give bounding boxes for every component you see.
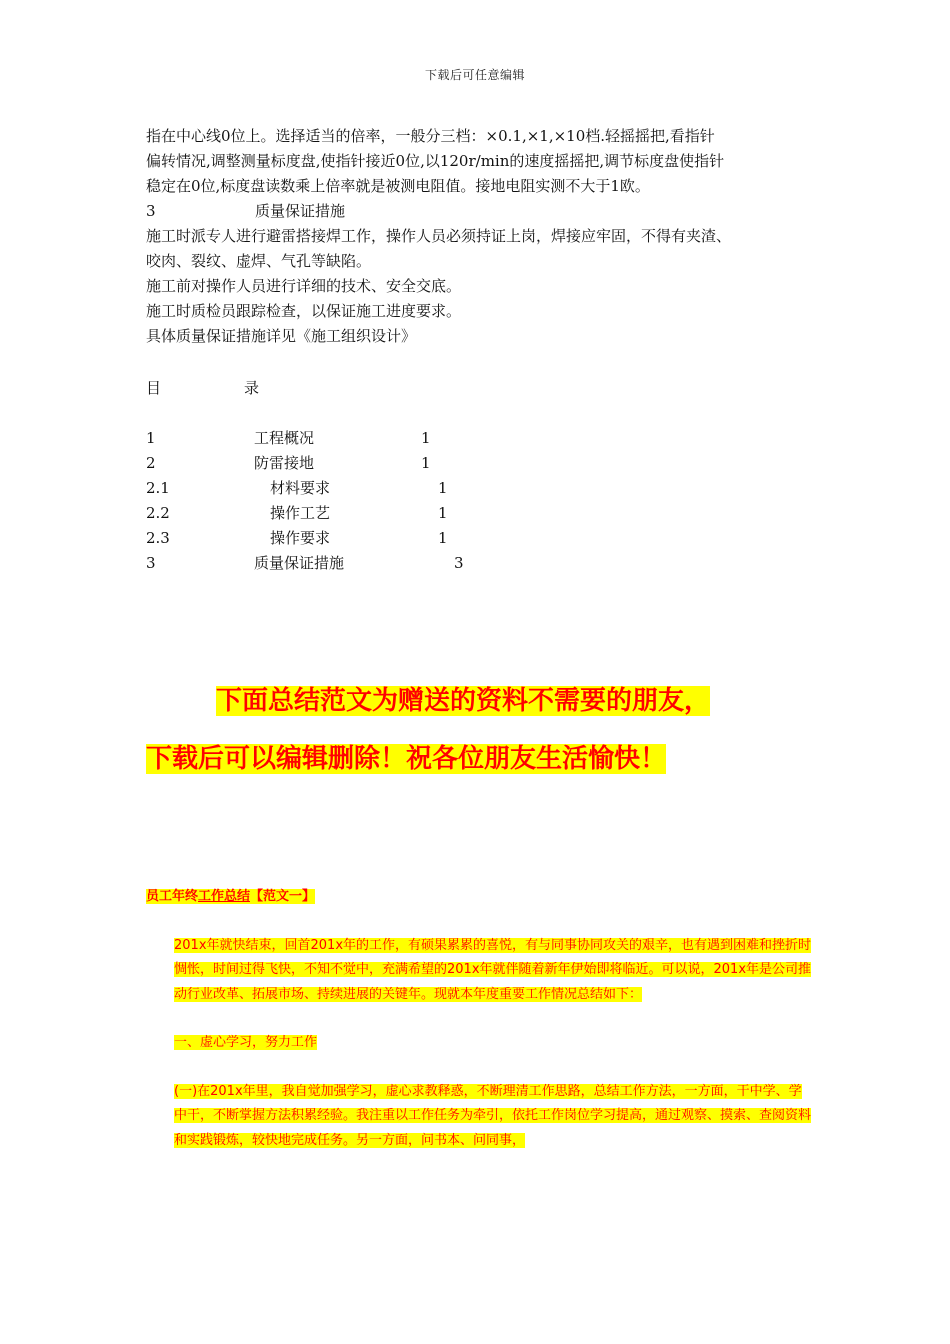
body-line: 施工时派专人进行避雷搭接焊工作，操作人员必须持证上岗，焊接应牢固，不得有夹渣、	[146, 227, 732, 245]
body-line: 施工前对操作人员进行详细的技术、安全交底。	[146, 277, 462, 295]
toc-page: 3	[454, 554, 464, 572]
body-line: 偏转情况,调整测量标度盘,使指针接近0位,以120r/min的速度摇摇把,调节标度盘使指针	[146, 152, 725, 170]
toc-number: 3	[146, 554, 156, 572]
toc-page: 1	[438, 479, 448, 497]
toc-page: 1	[421, 429, 431, 447]
body-line: 稳定在0位,标度盘读数乘上倍率就是被测电阻值。接地电阻实测不大于1欧。	[146, 177, 650, 195]
heading-text: 一、虚心学习，努力工作	[174, 1035, 318, 1050]
toc-row[interactable]	[146, 526, 546, 551]
toc-page: 1	[421, 454, 431, 472]
title-prefix: 员工年终	[146, 889, 199, 904]
essay-title	[146, 885, 811, 910]
toc-title-text: 操作要求	[270, 529, 331, 547]
toc-page: 1	[438, 504, 448, 522]
toc-title-text: 工程概况	[254, 429, 315, 447]
section-number: 3	[146, 202, 156, 220]
essay-paragraph	[146, 1080, 811, 1154]
sample-essay	[146, 885, 811, 1153]
toc-title-char: 目	[146, 379, 162, 397]
toc-title-char: 录	[244, 379, 260, 397]
essay-paragraph	[146, 934, 811, 1008]
toc-row[interactable]	[146, 451, 546, 476]
paragraph-text: 201x年就快结束，回首201x年的工作，有硕果累累的喜悦，有与同事协同攻关的艰辛，也有遇到困难和挫折时惆怅，时间过得飞快，不知不觉中，充满希望的201x年就伴随着新年伊始即将临近。可以说，201x年是公司推动行业改革、拓展市场、持续进展的关键年。现就本年度重要工作情况总结如下：	[174, 937, 812, 1002]
toc-number: 2	[146, 454, 156, 472]
section-title: 质量保证措施	[255, 202, 346, 220]
toc-number: 2.2	[146, 504, 170, 522]
body-line: 施工时质检员跟踪检查，以保证施工进度要求。	[146, 302, 462, 320]
toc-number: 2.1	[146, 479, 170, 497]
title-suffix: 【范文一】	[250, 889, 316, 904]
toc-row[interactable]	[146, 501, 546, 526]
toc-row[interactable]	[146, 476, 546, 501]
essay-heading	[146, 1031, 811, 1056]
toc-row[interactable]	[146, 551, 546, 576]
toc-number: 1	[146, 429, 156, 447]
promo-notice	[146, 672, 806, 788]
body-line: 咬肉、裂纹、虚焊、气孔等缺陷。	[146, 252, 372, 270]
toc-title-text: 防雷接地	[254, 454, 315, 472]
body-text	[146, 124, 816, 349]
toc-title-text: 操作工艺	[270, 504, 331, 522]
page-header: 下载后可任意编辑	[424, 68, 525, 82]
title-link[interactable]: 工作总结	[198, 889, 251, 904]
toc-page: 1	[438, 529, 448, 547]
paragraph-text: (一)在201x年里，我自觉加强学习，虚心求教释惑，不断理清工作思路，总结工作方法，一方面，干中学、学中干，不断掌握方法积累经验。我注重以工作任务为牵引，依托工作岗位学习提高，通过观察、摸索、查阅资料和实践锻炼，较快地完成任务。另一方面，问书本、问同事，	[174, 1083, 812, 1148]
toc-row[interactable]	[146, 426, 546, 451]
table-of-contents	[146, 426, 546, 576]
promo-text: 下载后可以编辑删除！祝各位朋友生活愉快！	[146, 744, 667, 774]
toc-title-text: 材料要求	[270, 479, 331, 497]
section-heading	[146, 199, 816, 224]
body-line: 指在中心线0位上。选择适当的倍率，一般分三档：×0.1,×1,×10档.轻摇摇把,看指针	[146, 127, 715, 145]
promo-line	[146, 672, 806, 730]
toc-number: 2.3	[146, 529, 170, 547]
toc-title-text: 质量保证措施	[254, 554, 345, 572]
promo-line	[146, 730, 806, 788]
promo-text: 下面总结范文为赠送的资料不需要的朋友，	[216, 686, 711, 716]
toc-title	[146, 377, 260, 398]
body-line: 具体质量保证措施详见《施工组织设计》	[146, 327, 417, 345]
